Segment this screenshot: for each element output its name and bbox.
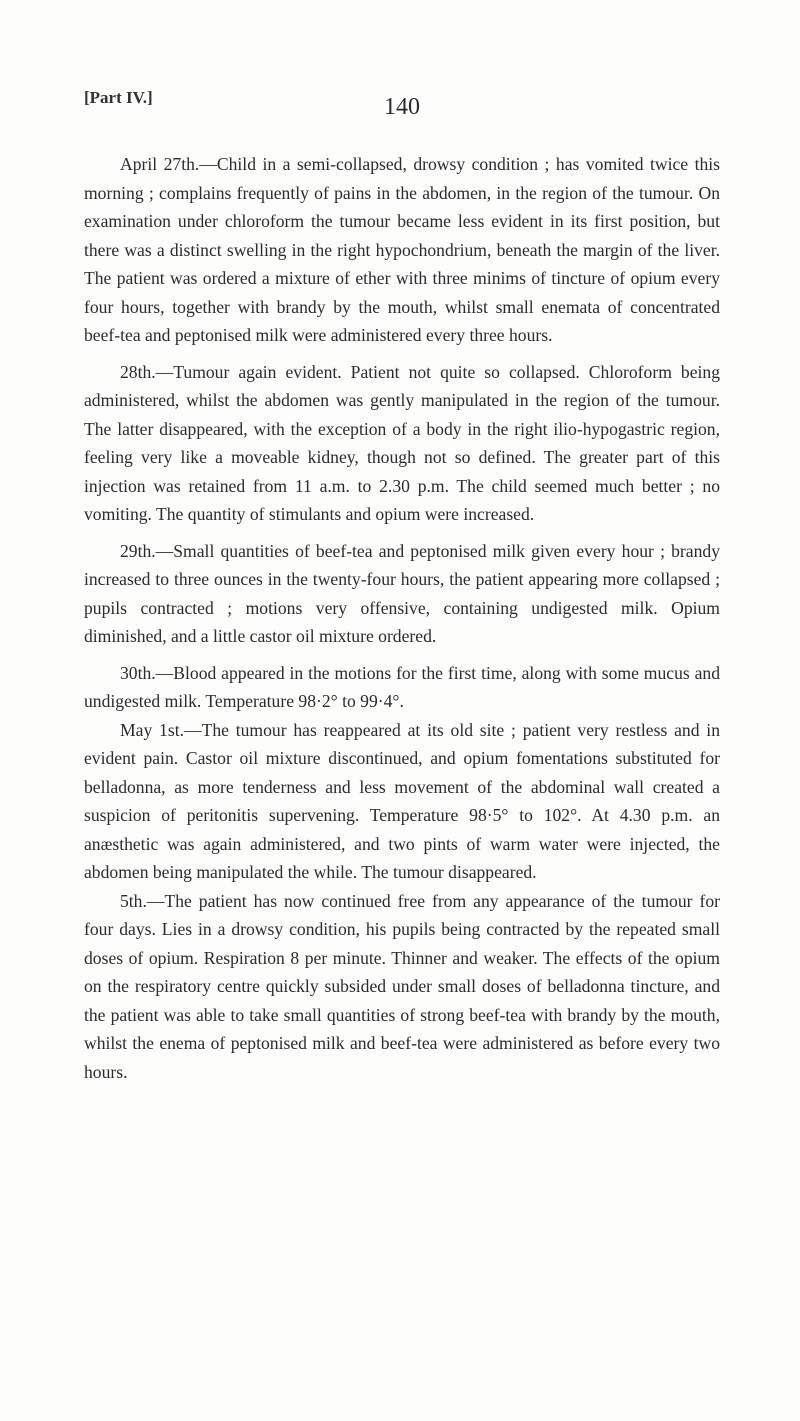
paragraph-29th: 29th.—Small quantities of beef-tea and peptonised milk given every hour ; brandy increased to three ounces in the twenty-four hours, the patient appearing more collapsed ; pupils contracted ; motions very offensive, containing undigested milk. Opium diminished, and a little castor oil mixture ordered.: [84, 540, 720, 646]
body-text: [84, 150, 720, 1094]
page-header: [84, 88, 720, 128]
paragraph-28th: 28th.—Tumour again evident. Patient not quite so collapsed. Chloroform being administered, whilst the abdomen was gently manipulated in the region of the tumour. The latter disappeared, with the exception of a body in the right ilio-hypogastric region, feeling very like a moveable kidney, though not so defined. The greater part of this injection was retained from 11 a.m. to 2.30 p.m. The child seemed much better ; no vomiting. The quantity of stimulants and opium were increased.: [84, 361, 720, 524]
paragraph-april-27: April 27th.—Child in a semi-collapsed, drowsy condition ; has vomited twice this morning ; complains frequently of pains in the abdomen, in the region of the tumour. On examination under chloroform the tumour became less evident in its first position, but there was a distinct swelling in the right hypochondrium, beneath the margin of the liver. The patient was ordered a mixture of ether with three minims of tincture of opium every four hours, together with brandy by the mouth, whilst small enemata of concentrated beef-tea and peptonised milk were administered every three hours.: [84, 154, 720, 345]
paragraph-5th: 5th.—The patient has now continued free from any appearance of the tumour for four days. Lies in a drowsy condition, his pupils being contracted by the repeated small doses of opium. Respiration 8 per minute. Thinner and weaker. The effects of the opium on the respiratory centre quickly subsided under small doses of belladonna tincture, and the patient was able to take small quantities of strong beef-tea with brandy by the mouth, whilst the enema of peptonised milk and beef-tea were administered as before every two hours.: [84, 890, 720, 1082]
paragraph-may-1st: May 1st.—The tumour has reappeared at its old site ; patient very restless and in evident pain. Castor oil mixture discontinued, and opium fomentations substituted for belladonna, as more tenderness and less movement of the abdominal wall created a suspicion of peritonitis supervening. Temperature 98·5° to 102°. At 4.30 p.m. an anæsthetic was again administered, and two pints of warm water were injected, the abdomen being manipulated the while. The tumour disappeared.: [84, 719, 720, 882]
part-label: [Part IV.]: [84, 88, 153, 107]
page-number: 140: [384, 94, 420, 120]
paragraph-30th: 30th.—Blood appeared in the motions for the first time, along with some mucus and undigested milk. Temperature 98·2° to 99·4°.: [84, 662, 720, 711]
